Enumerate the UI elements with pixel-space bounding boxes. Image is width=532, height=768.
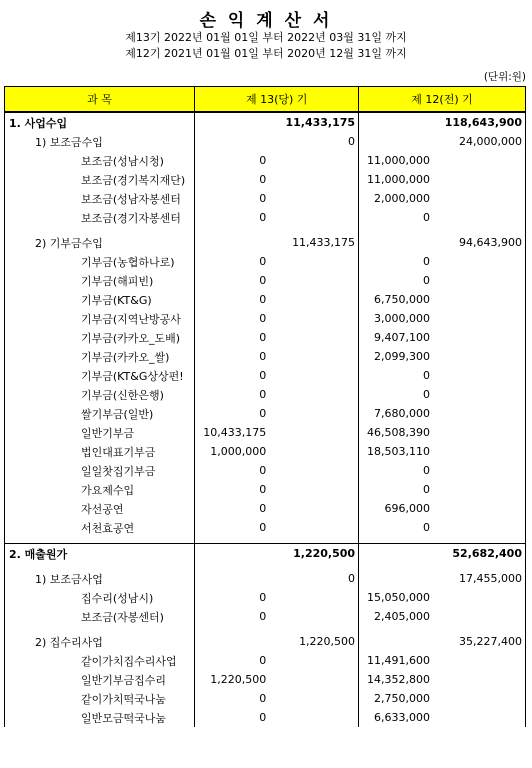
current-period-value [269, 252, 358, 271]
prior-period-value: 11,491,600 [366, 654, 430, 667]
table-row [5, 385, 526, 404]
prior-period-value: 11,000,000 [366, 173, 430, 186]
current-period-value [269, 651, 358, 670]
prior-period-value [433, 328, 526, 347]
prior-period-value [433, 689, 526, 708]
prior-period-value: 696,000 [384, 502, 430, 515]
table-row [5, 480, 526, 499]
table-row [5, 404, 526, 423]
unit-label: (단위:원) [483, 71, 526, 83]
current-period-value: 0 [259, 312, 267, 325]
table-row [5, 271, 526, 290]
current-period-value [269, 588, 358, 607]
prior-period-value [433, 442, 526, 461]
prior-period-value: 0 [422, 521, 430, 534]
prior-period-value: 3,000,000 [373, 312, 430, 325]
prior-period-value [433, 170, 526, 189]
table-row [5, 170, 526, 189]
prior-period-value: 6,633,000 [373, 711, 430, 724]
current-period-value: 0 [259, 274, 267, 287]
current-period-value: 0 [259, 711, 267, 724]
current-period-value: 0 [259, 692, 267, 705]
header-prior-period: 제 12(전) 기 [359, 87, 526, 113]
current-period-value [195, 544, 269, 564]
current-period-value [269, 170, 358, 189]
prior-period-value [433, 607, 526, 626]
prior-period-value: 118,643,900 [433, 112, 526, 132]
prior-period-value [433, 271, 526, 290]
prior-period-value: 7,680,000 [373, 407, 430, 420]
current-period-value: 1,220,500 [269, 632, 358, 651]
table-row [5, 132, 526, 151]
prior-period-value: 0 [422, 388, 430, 401]
prior-period-value: 35,227,400 [433, 632, 526, 651]
table-row [5, 347, 526, 366]
income-statement-table [4, 86, 526, 727]
table-row [5, 544, 526, 564]
prior-period-value: 14,352,800 [366, 673, 430, 686]
current-period-value [269, 151, 358, 170]
current-period-value: 0 [259, 502, 267, 515]
table-row [5, 442, 526, 461]
table-row [5, 252, 526, 271]
account-label: 기부금(해피빈) [5, 271, 195, 290]
prior-period-value [433, 347, 526, 366]
prior-period-value [359, 112, 433, 132]
account-label: 보조금(자봉센터) [5, 607, 195, 626]
current-period-value [269, 328, 358, 347]
account-label: 기부금(KT&G) [5, 290, 195, 309]
account-label: 2) 집수리사업 [5, 632, 195, 651]
prior-period-value: 15,050,000 [366, 591, 430, 604]
prior-period-value [433, 588, 526, 607]
account-label: 일일찻집기부금 [5, 461, 195, 480]
account-label: 집수리(성남시) [5, 588, 195, 607]
current-period-value: 0 [259, 591, 267, 604]
prior-period-value [433, 670, 526, 689]
table-row [5, 518, 526, 537]
account-label: 보조금(경기자봉센터 [5, 208, 195, 227]
prior-period-value: 0 [422, 211, 430, 224]
account-label: 기부금(지역난방공사 [5, 309, 195, 328]
table-row [5, 461, 526, 480]
account-label: 보조금(성남자봉센터 [5, 189, 195, 208]
period-current: 제13기 2022년 01월 01일 부터 2022년 03월 31일 까지 [125, 31, 407, 44]
account-label: 기부금(신한은행) [5, 385, 195, 404]
current-period-value: 0 [259, 255, 267, 268]
table-row [5, 588, 526, 607]
table-row [5, 670, 526, 689]
prior-period-value [433, 404, 526, 423]
current-period-value [269, 689, 358, 708]
current-period-value [269, 290, 358, 309]
prior-period-value [433, 290, 526, 309]
current-period-value [195, 569, 269, 588]
table-row [5, 309, 526, 328]
current-period-value [269, 518, 358, 537]
current-period-value [269, 404, 358, 423]
prior-period-value: 52,682,400 [433, 544, 526, 564]
prior-period-value: 11,000,000 [366, 154, 430, 167]
prior-period-value [433, 208, 526, 227]
prior-period-value [433, 309, 526, 328]
prior-period-value: 24,000,000 [433, 132, 526, 151]
current-period-value [269, 461, 358, 480]
prior-period-value: 0 [422, 255, 430, 268]
current-period-value: 0 [259, 154, 267, 167]
current-period-value: 0 [259, 173, 267, 186]
prior-period-value [359, 132, 433, 151]
prior-period-value [433, 151, 526, 170]
current-period-value: 0 [269, 132, 358, 151]
prior-period-value: 0 [422, 274, 430, 287]
account-label: 같이가치집수리사업 [5, 651, 195, 670]
current-period-value [195, 632, 269, 651]
current-period-value [269, 189, 358, 208]
current-period-value [269, 442, 358, 461]
table-row [5, 233, 526, 252]
current-period-value [269, 607, 358, 626]
period-prior: 제12기 2021년 01월 01일 부터 2020년 12월 31일 까지 [125, 47, 407, 60]
account-label: 일반모금떡국나눔 [5, 708, 195, 727]
account-label: 보조금(경기복지재단) [5, 170, 195, 189]
current-period-value: 0 [259, 211, 267, 224]
table-row [5, 151, 526, 170]
account-label: 1) 보조금사업 [5, 569, 195, 588]
current-period-value: 0 [259, 350, 267, 363]
account-label: 기부금(카카오_쌀) [5, 347, 195, 366]
current-period-value: 0 [259, 610, 267, 623]
account-label: 기부금(농협하나로) [5, 252, 195, 271]
account-label: 서천효공연 [5, 518, 195, 537]
prior-period-value [433, 480, 526, 499]
prior-period-value: 46,508,390 [366, 426, 430, 439]
prior-period-value [433, 252, 526, 271]
table-row [5, 189, 526, 208]
table-row [5, 290, 526, 309]
table-row [5, 499, 526, 518]
table-row [5, 651, 526, 670]
prior-period-value: 0 [422, 369, 430, 382]
current-period-value: 0 [259, 464, 267, 477]
current-period-value: 0 [269, 569, 358, 588]
prior-period-value: 94,643,900 [433, 233, 526, 252]
account-label: 보조금(성남시청) [5, 151, 195, 170]
current-period-value [269, 670, 358, 689]
current-period-value [195, 233, 269, 252]
current-period-value [269, 423, 358, 442]
current-period-value [269, 385, 358, 404]
prior-period-value [433, 366, 526, 385]
current-period-value: 1,220,500 [210, 673, 267, 686]
account-label: 가요제수입 [5, 480, 195, 499]
current-period-value: 1,000,000 [210, 445, 267, 458]
account-label: 2) 기부금수입 [5, 233, 195, 252]
account-label: 일반기부금집수리 [5, 670, 195, 689]
prior-period-value [433, 189, 526, 208]
current-period-value [269, 309, 358, 328]
account-label: 일반기부금 [5, 423, 195, 442]
prior-period-value: 6,750,000 [373, 293, 430, 306]
current-period-value: 0 [259, 388, 267, 401]
header-current-period: 제 13(당) 기 [195, 87, 359, 113]
table-body [5, 112, 526, 727]
account-label: 1. 사업수입 [5, 112, 195, 132]
prior-period-value [433, 708, 526, 727]
table-row [5, 708, 526, 727]
current-period-value: 0 [259, 293, 267, 306]
table-row [5, 328, 526, 347]
current-period-value: 10,433,175 [203, 426, 267, 439]
current-period-value [269, 208, 358, 227]
prior-period-value [433, 385, 526, 404]
prior-period-value: 2,750,000 [373, 692, 430, 705]
prior-period-value [433, 499, 526, 518]
prior-period-value: 2,405,000 [373, 610, 430, 623]
prior-period-value [359, 632, 433, 651]
account-label: 자선공연 [5, 499, 195, 518]
table-row [5, 112, 526, 132]
current-period-value [195, 112, 269, 132]
current-period-value: 0 [259, 331, 267, 344]
table-header-row [5, 87, 526, 113]
current-period-value: 0 [259, 407, 267, 420]
account-label: 1) 보조금수입 [5, 132, 195, 151]
prior-period-value: 2,000,000 [373, 192, 430, 205]
account-label: 쌀기부금(일반) [5, 404, 195, 423]
current-period-value: 11,433,175 [269, 112, 358, 132]
table-row [5, 208, 526, 227]
prior-period-value: 0 [422, 464, 430, 477]
current-period-value: 11,433,175 [269, 233, 358, 252]
account-label: 법인대표기부금 [5, 442, 195, 461]
table-row [5, 366, 526, 385]
current-period-value: 0 [259, 654, 267, 667]
account-label: 2. 매출원가 [5, 544, 195, 564]
prior-period-value [433, 518, 526, 537]
current-period-value [195, 132, 269, 151]
current-period-value: 0 [259, 369, 267, 382]
prior-period-value [359, 233, 433, 252]
current-period-value: 0 [259, 483, 267, 496]
table-row [5, 423, 526, 442]
current-period-value [269, 480, 358, 499]
prior-period-value [359, 544, 433, 564]
current-period-value [269, 347, 358, 366]
prior-period-value [433, 461, 526, 480]
prior-period-value: 2,099,300 [373, 350, 430, 363]
prior-period-value [433, 423, 526, 442]
current-period-value: 0 [259, 521, 267, 534]
prior-period-value [433, 651, 526, 670]
current-period-value [269, 271, 358, 290]
current-period-value [269, 366, 358, 385]
table-row [5, 632, 526, 651]
table-row [5, 689, 526, 708]
account-label: 같이가치떡국나눔 [5, 689, 195, 708]
prior-period-value: 0 [422, 483, 430, 496]
prior-period-value: 18,503,110 [366, 445, 430, 458]
current-period-value [269, 708, 358, 727]
current-period-value: 1,220,500 [269, 544, 358, 564]
table-row [5, 607, 526, 626]
document-title: 손 익 계 산 서 [199, 11, 333, 31]
current-period-value [269, 499, 358, 518]
account-label: 기부금(KT&G상상펀! [5, 366, 195, 385]
current-period-value: 0 [259, 192, 267, 205]
header-account: 과 목 [5, 87, 195, 113]
prior-period-value [359, 569, 433, 588]
prior-period-value: 17,455,000 [433, 569, 526, 588]
table-row [5, 569, 526, 588]
account-label: 기부금(카카오_도배) [5, 328, 195, 347]
prior-period-value: 9,407,100 [373, 331, 430, 344]
